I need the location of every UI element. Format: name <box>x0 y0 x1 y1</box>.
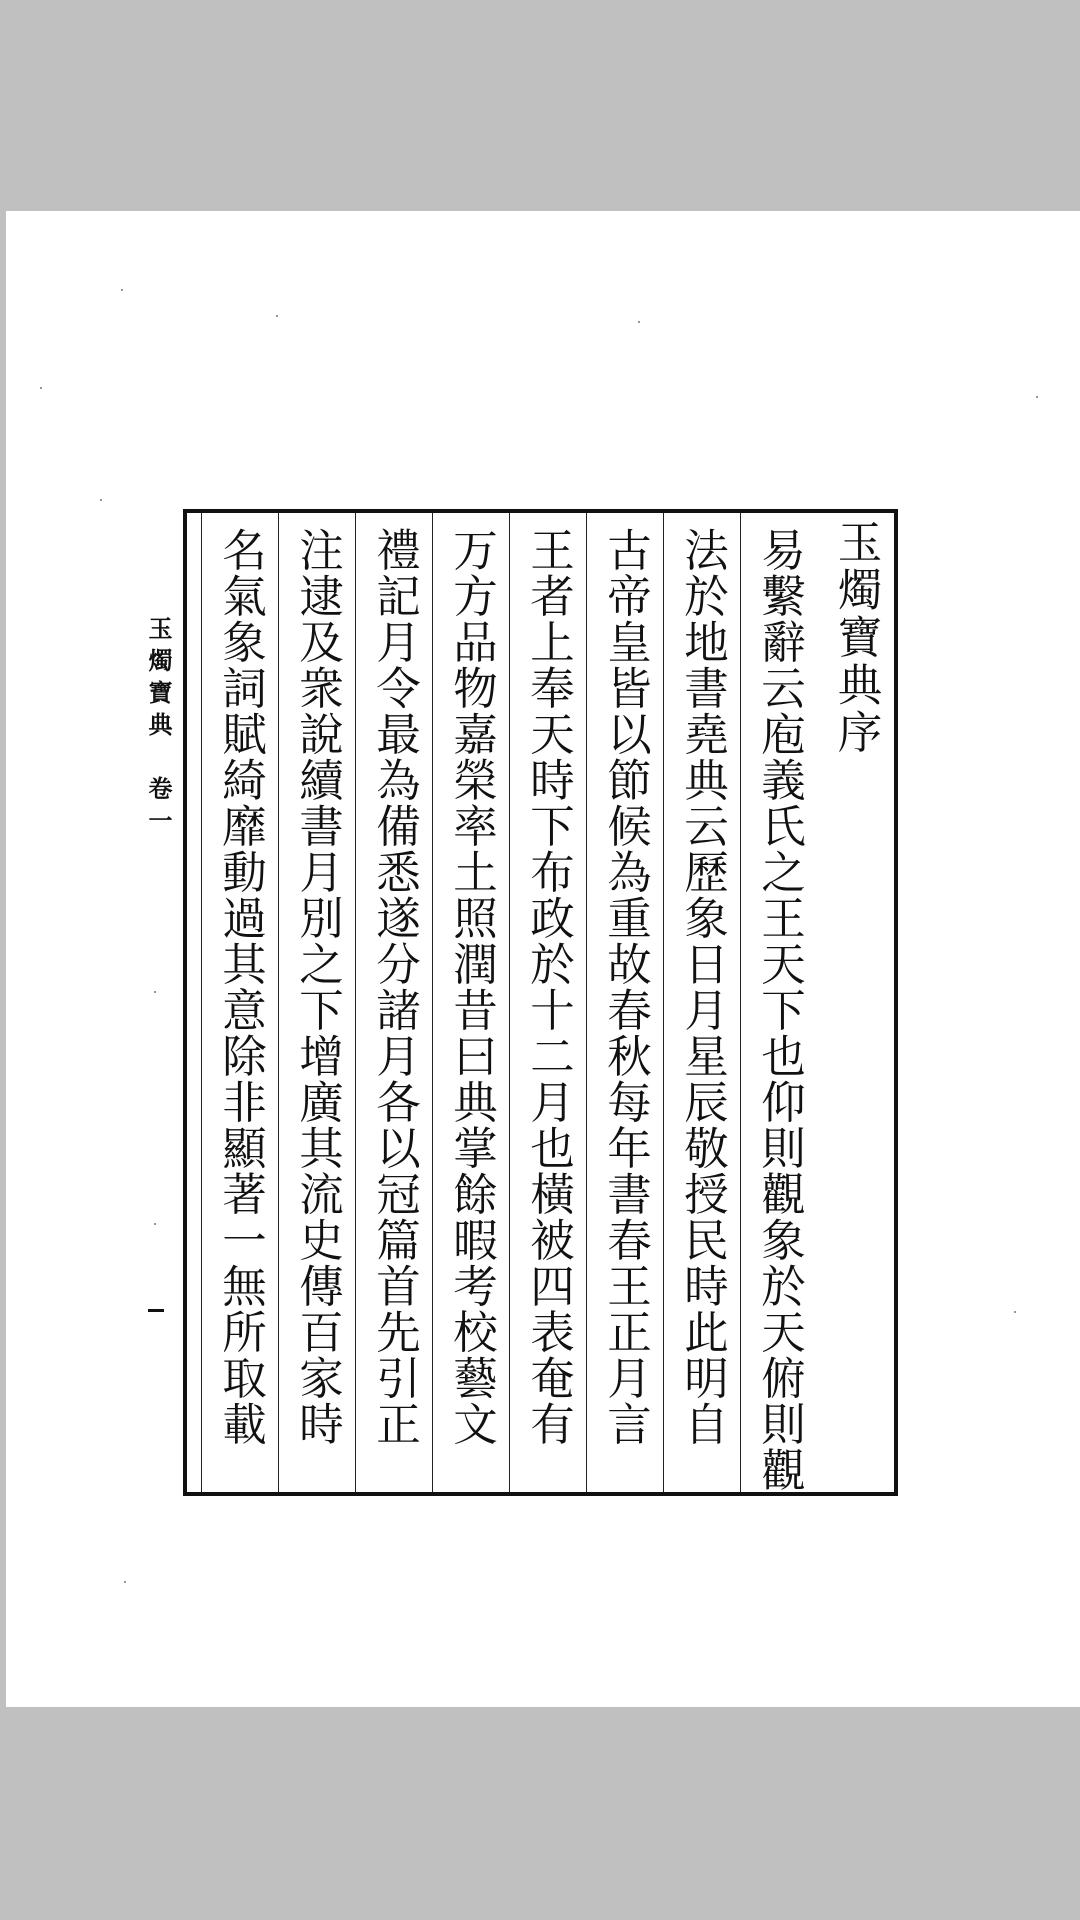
text-column <box>663 513 740 1492</box>
paper-speck <box>638 321 640 323</box>
text-column <box>586 513 663 1492</box>
paper-speck <box>1036 396 1038 398</box>
paper-speck <box>1014 1311 1016 1313</box>
text-line: 易繫辭云庖義氏之王天下也仰則觀象於天俯則觀 <box>753 527 805 1493</box>
document-page <box>6 211 1080 1707</box>
text-column <box>278 513 355 1492</box>
document-title: 玉燭寶典序 <box>830 519 881 757</box>
text-line: 禮記月令最為備悉遂分諸月各以冠篇首先引正 <box>368 527 420 1447</box>
text-line: 王者上奉天時下布政於十二月也橫被四表奄有 <box>522 527 574 1447</box>
text-line: 注逮及衆說續書月別之下增廣其流史傳百家時 <box>291 527 343 1447</box>
paper-speck <box>124 1581 126 1583</box>
text-column <box>355 513 432 1492</box>
text-column <box>432 513 509 1492</box>
text-column <box>740 513 817 1492</box>
text-column-title <box>817 513 894 1492</box>
paper-speck <box>100 499 102 501</box>
paper-speck <box>154 1223 156 1225</box>
margin-book-title: 玉燭寶典 卷一 <box>144 616 173 840</box>
text-line: 法於地書堯典云歷象日月星辰敬授民時此明自 <box>676 527 728 1447</box>
text-line: 古帝皇皆以節候為重故春秋每年書春王正月言 <box>599 527 651 1447</box>
paper-speck <box>40 387 42 389</box>
paper-speck <box>276 315 278 317</box>
paper-speck <box>121 289 123 291</box>
folio-mark <box>148 1309 164 1312</box>
text-line: 万方品物嘉榮率土照潤昔曰典掌餘暇考校藝文 <box>445 527 497 1447</box>
text-line: 名氣象詞賦綺靡動過其意除非顯著一無所取載 <box>214 527 266 1447</box>
text-column <box>201 513 278 1492</box>
text-frame <box>183 509 898 1496</box>
text-column <box>509 513 586 1492</box>
paper-speck <box>154 991 156 993</box>
